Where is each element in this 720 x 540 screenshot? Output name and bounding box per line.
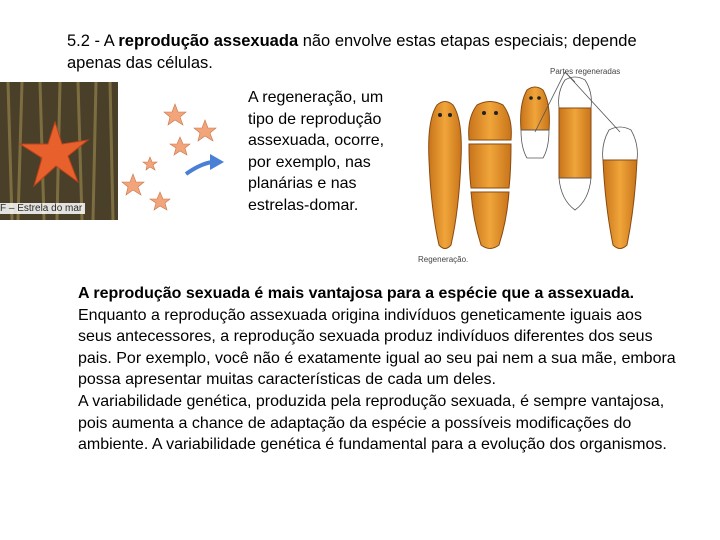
paragraph-1-bold: A reprodução sexuada é mais vantajosa para a espécie que a assexuada. bbox=[78, 285, 635, 302]
planaria-regenerated-head bbox=[521, 87, 550, 158]
heading-bold-term: reprodução assexuada bbox=[118, 32, 299, 50]
figure-label-regenerated-parts: Partes regeneradas bbox=[550, 67, 621, 76]
figure-caption: Regeneração. bbox=[418, 255, 469, 264]
body-text bbox=[78, 283, 678, 456]
planaria-whole bbox=[429, 102, 462, 249]
paragraph-1-rest: Enquanto a reprodução assexuada origina indivíduos geneticamente iguais aos seus antecessores, a reprodução sexuada produz indivíduos diferentes dos seus pais. Por exemplo, você não é exatamente igual ao seu pai nem a sua mãe, embora possa apresentar muitas características de cada um deles. bbox=[78, 306, 676, 389]
planaria-regenerated-tail bbox=[603, 127, 638, 249]
planaria-regeneration-figure bbox=[415, 60, 655, 270]
planaria-cut bbox=[469, 102, 512, 249]
paragraph-1 bbox=[78, 283, 678, 391]
photo-caption: F – Estrela do mar bbox=[0, 203, 85, 214]
heading-suffix: não envolve estas etapas especiais; depende apenas das células. bbox=[67, 32, 637, 72]
heading-prefix: 5.2 - A bbox=[67, 32, 119, 50]
regeneration-paragraph: A regeneração, um tipo de reprodução assexuada, ocorre, por exemplo, nas planárias e nas estrelas-domar. bbox=[248, 89, 385, 214]
paragraph-2: A variabilidade genética, produzida pela reprodução sexuada, é sempre vantajosa, pois aumenta a chance de adaptação da espécie a possíveis modificações do ambiente. A variabilidade genética é fundamental para a evolução dos organismos. bbox=[78, 392, 667, 454]
starfish-regeneration-photo bbox=[0, 82, 244, 220]
planaria-regenerated-middle bbox=[559, 77, 592, 210]
